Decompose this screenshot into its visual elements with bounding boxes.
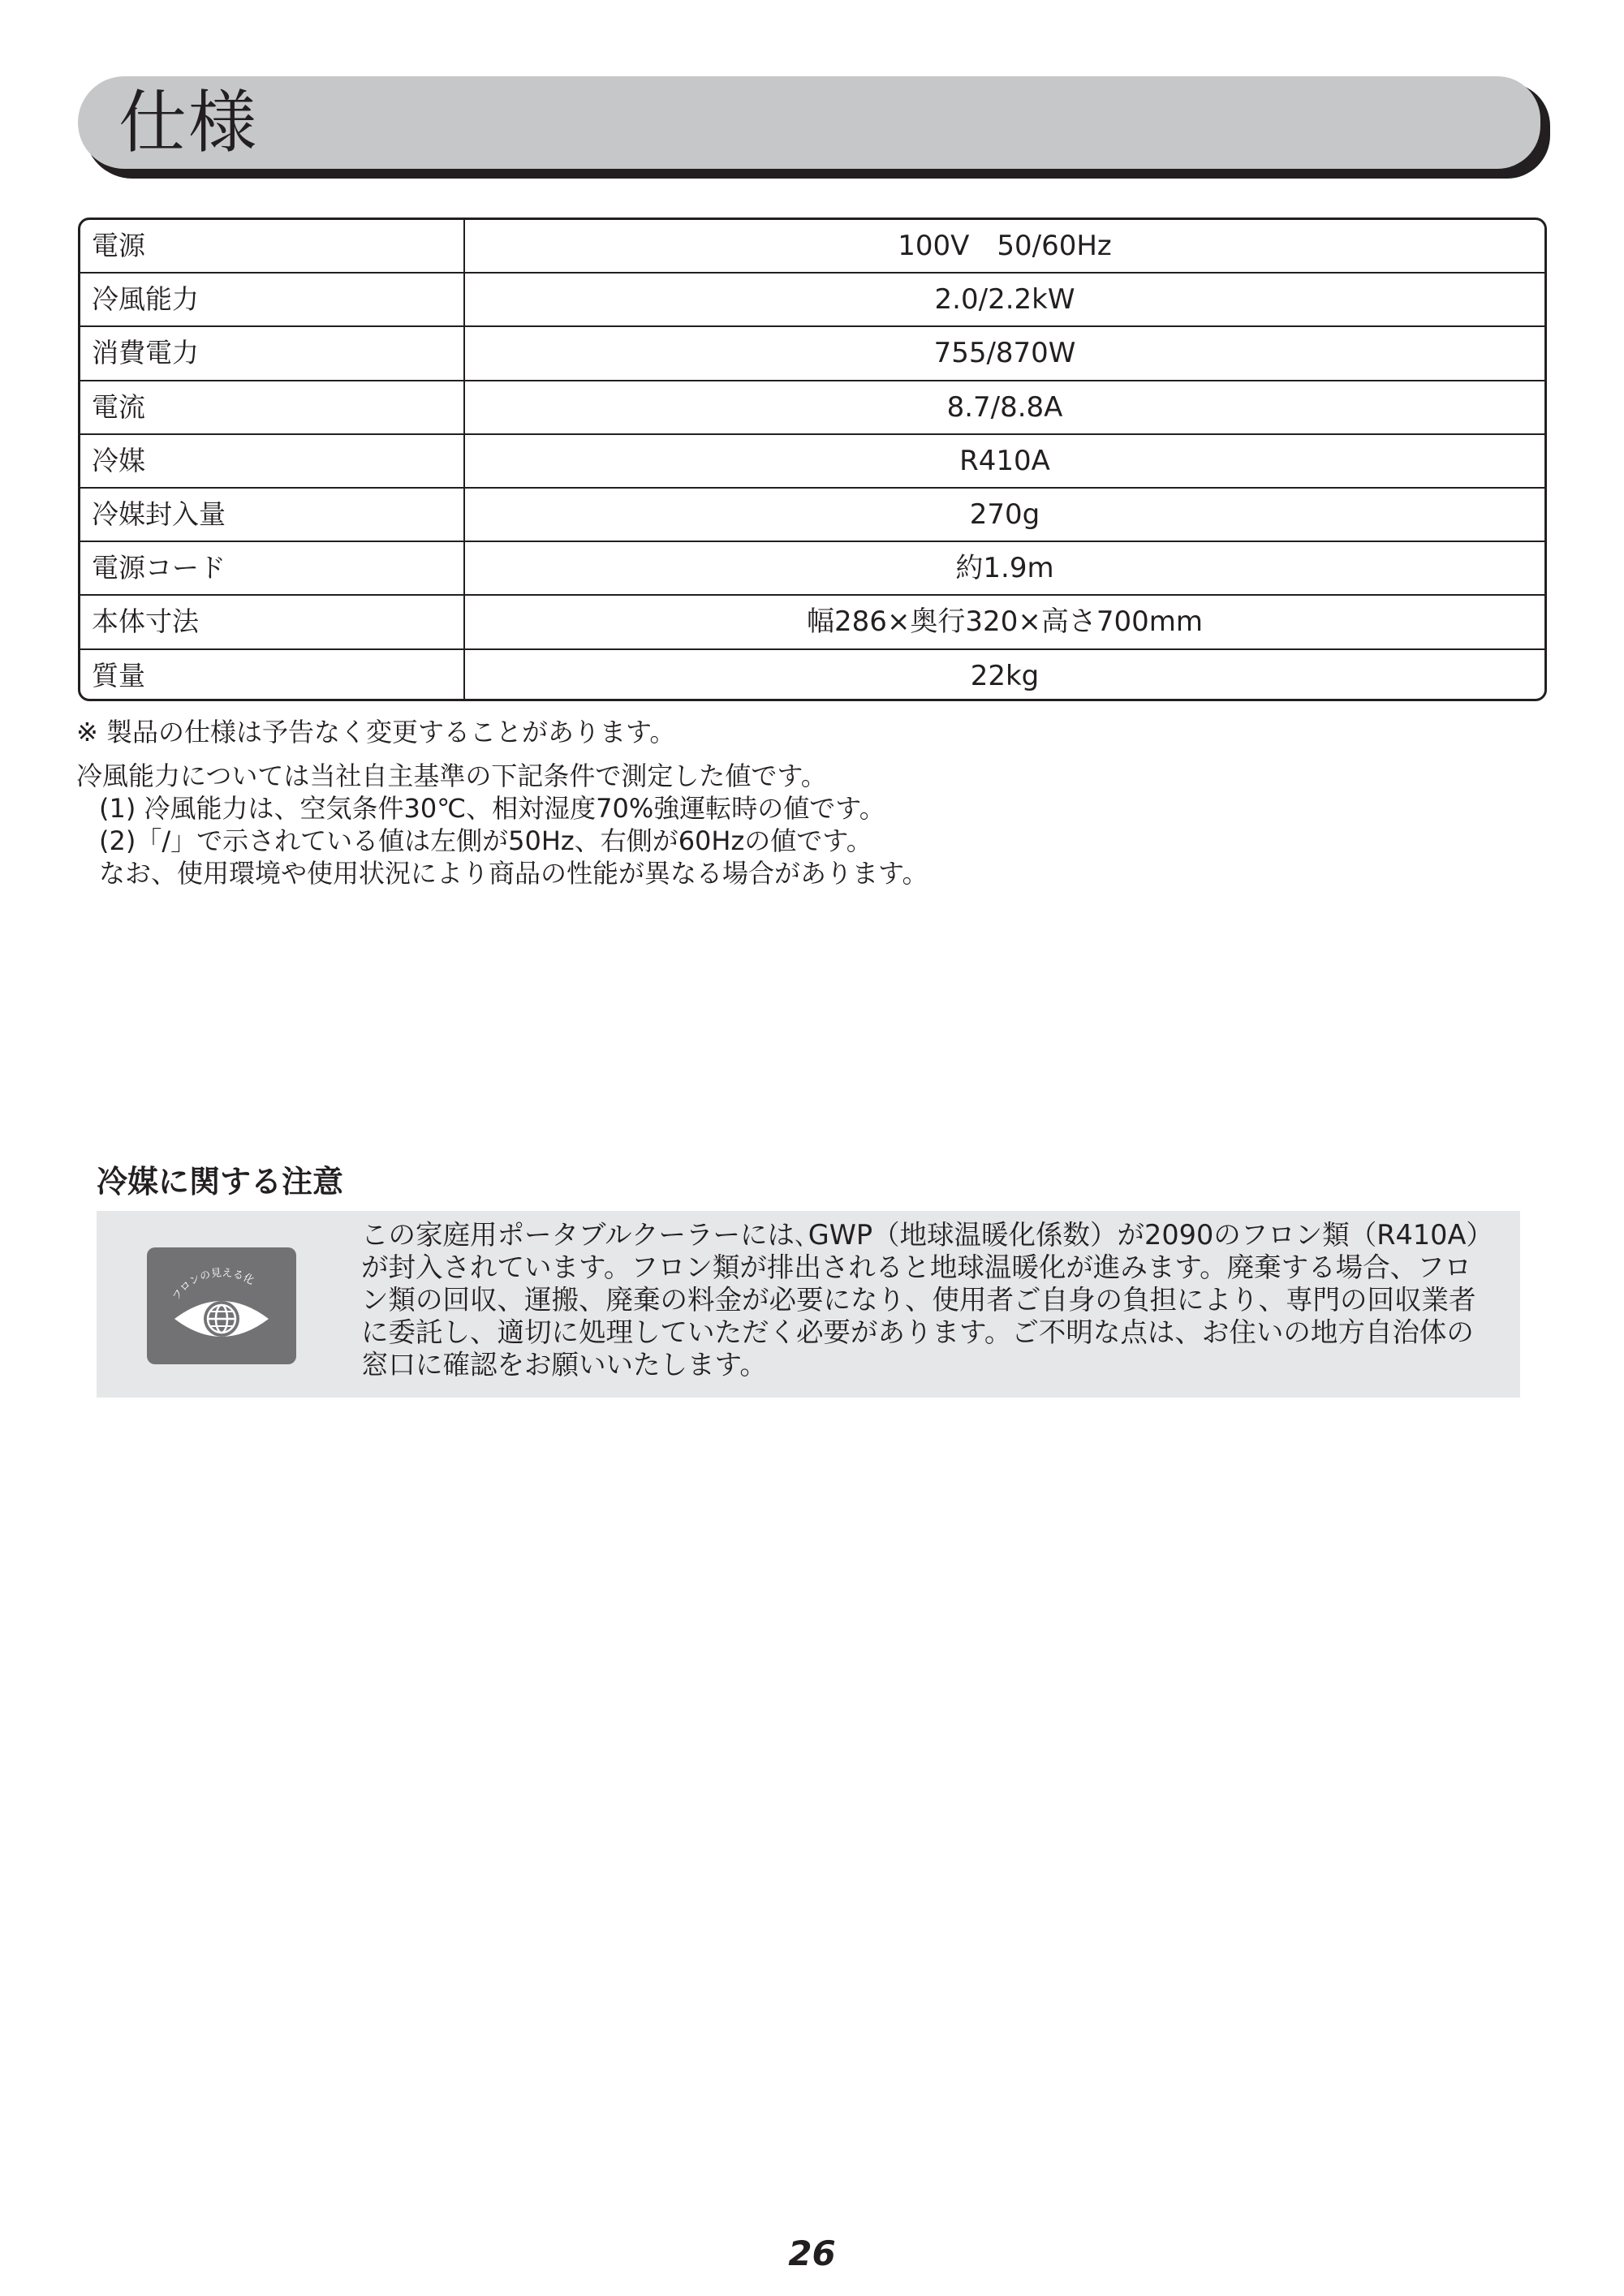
spec-value: 8.7/8.8A (946, 390, 1063, 424)
notice-line: に委託し、適切に処理していただく必要があります。ご不明な点は、お住いの地方自治体の (361, 1316, 1474, 1348)
notice-line: 窓口に確認をお願いいたします。 (361, 1349, 767, 1381)
table-row (80, 596, 1544, 649)
spec-value: R410A (959, 444, 1050, 477)
spec-value: 270g (969, 498, 1040, 531)
note-intro: 冷風能力については当社自主基準の下記条件で測定した値です。 (76, 760, 827, 791)
table-row (80, 650, 1544, 702)
note-item-1: (1) 冷風能力は、空気条件30℃、相対湿度70%強運転時の値です。 (99, 793, 885, 824)
spec-notes (76, 716, 928, 890)
notice-line: ン類の回収、運搬、廃棄の料金が必要になり、使用者ご自身の負担により、専門の回収業者 (361, 1284, 1476, 1316)
spec-table (78, 218, 1547, 701)
table-row (80, 327, 1544, 381)
table-row (80, 435, 1544, 489)
spec-label: 本体寸法 (80, 596, 465, 648)
spec-value: 2.0/2.2kW (934, 283, 1075, 317)
logo-text: フロンの見える化 (170, 1267, 256, 1303)
table-row (80, 381, 1544, 435)
spec-value: 幅286×奥行320×高さ700mm (807, 605, 1203, 639)
refrigerant-notice-heading: 冷媒に関する注意 (97, 1164, 344, 1200)
refrigerant-notice-box (97, 1211, 1520, 1398)
spec-label: 冷風能力 (80, 274, 465, 325)
spec-label: 質量 (80, 650, 465, 702)
spec-value: 22kg (970, 659, 1040, 692)
freon-visibility-logo (147, 1247, 296, 1364)
spec-value: 755/870W (933, 337, 1076, 370)
spec-label: 冷媒 (80, 435, 465, 487)
table-row (80, 489, 1544, 542)
table-row (80, 220, 1544, 274)
title-banner (78, 76, 1540, 169)
table-row (80, 542, 1544, 596)
spec-label: 消費電力 (80, 327, 465, 379)
eye-globe-icon (147, 1247, 296, 1364)
spec-value: 約1.9m (955, 552, 1054, 585)
spec-value: 100V 50/60Hz (898, 230, 1112, 262)
notice-line: この家庭用ポータブルクーラーには､GWP（地球温暖化係数）が2090のフロン類（R410A） (361, 1219, 1493, 1251)
spec-label: 冷媒封入量 (80, 489, 465, 541)
note-item-2: (2)「/」で示されている値は左側が50Hz、右側が60Hzの値です。 (99, 825, 872, 856)
spec-label: 電源コード (80, 542, 465, 594)
spec-label: 電源 (80, 220, 465, 272)
note-disclaimer: ※ 製品の仕様は予告なく変更することがあります。 (76, 717, 676, 747)
refrigerant-notice-text (361, 1219, 1510, 1381)
page-number: 26 (788, 2234, 836, 2273)
page-title: 仕様 (118, 83, 259, 162)
notice-line: が封入されています。フロン類が排出されると地球温暖化が進みます。廃棄する場合、フロ (361, 1251, 1472, 1283)
note-footer: なお、使用環境や使用状況により商品の性能が異なる場合があります。 (99, 858, 928, 889)
spec-label: 電流 (80, 381, 465, 433)
table-row (80, 274, 1544, 327)
